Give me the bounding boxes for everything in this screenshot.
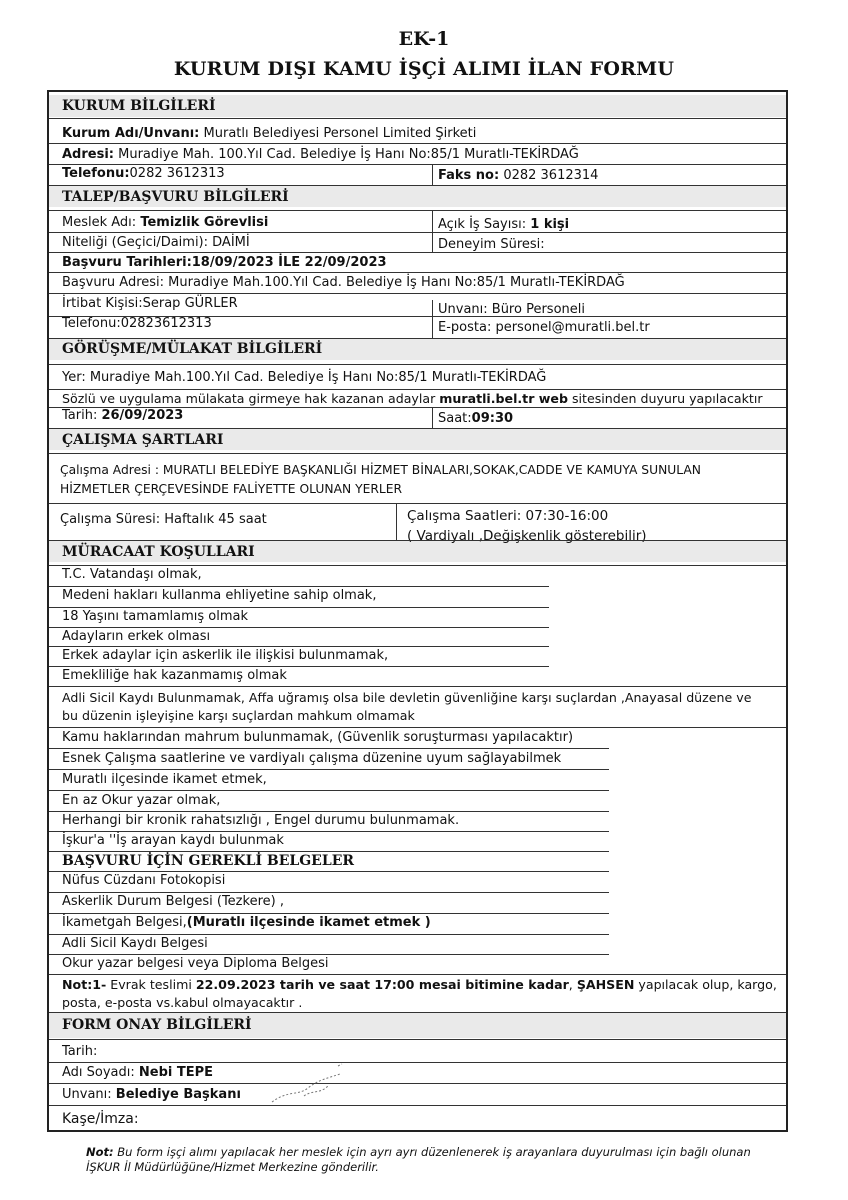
- deneyim-suresi: Deneyim Süresi:: [438, 237, 545, 252]
- footnote: [86, 1145, 776, 1175]
- divider: [49, 974, 786, 975]
- belge-not-line1: [62, 977, 777, 993]
- kurum-adres-label: Adresi:: [62, 147, 114, 162]
- gorusme-tarih-value: 26/09/2023: [101, 408, 184, 423]
- duyuru-text-a: Sözlü ve uygulama mülakata girmeye hak kazanan adaylar: [62, 391, 440, 406]
- not-text-c: ,: [568, 977, 577, 992]
- muracaat-item: Erkek adaylar için askerlik ile ilişkisi bulunmamak,: [62, 648, 389, 663]
- divider: [49, 293, 786, 294]
- not-sahsen: ŞAHSEN: [576, 977, 635, 992]
- meslek-label: Meslek Adı:: [62, 215, 141, 230]
- divider: [49, 666, 549, 667]
- divider: [49, 338, 786, 339]
- calisma-saatleri: Çalışma Saatleri: 07:30-16:00: [407, 508, 609, 524]
- calisma-saatleri-note: ( Vardiyalı ,Değişkenlik gösterebilir): [407, 528, 647, 544]
- belge-item: Nüfus Cüzdanı Fotokopisi: [62, 873, 226, 888]
- not-text-e: yapılacak olup, kargo,: [634, 977, 777, 992]
- onay-kase-imza: Kaşe/İmza:: [62, 1111, 139, 1127]
- meslek-value: Temizlik Görevlisi: [140, 215, 269, 230]
- divider: [432, 407, 433, 428]
- divider: [49, 540, 786, 541]
- signature-icon: [268, 1060, 358, 1110]
- footnote-text: Bu form işçi alımı yapılacak her meslek için ayrı ayrı düzenlenerek iş arayanlara duyurulması için bağlı olunan İŞKUR İl Müdürlüğüne/Hizmet Merkezine gönderilir.: [86, 1145, 751, 1174]
- calisma-suresi: Çalışma Süresi: Haftalık 45 saat: [60, 512, 267, 527]
- divider: [49, 1039, 786, 1040]
- not-deadline: 22.09.2023 tarih ve saat 17:00 mesai bitimine kadar: [195, 977, 569, 992]
- divider: [49, 851, 609, 852]
- calisma-adresi-line2: HİZMETLER ÇERÇEVESİNDE FALİYETTE OLUNAN YERLER: [60, 482, 403, 496]
- muracaat-item: Medeni hakları kullanma ehliyetine sahip olmak,: [62, 588, 377, 603]
- niteligi: Niteliği (Geçici/Daimi): DAİMİ: [62, 235, 250, 250]
- divider: [49, 272, 786, 273]
- divider: [49, 811, 609, 812]
- onay-adi-label: Adı Soyadı:: [62, 1065, 139, 1080]
- kurum-adres-row: [62, 147, 579, 163]
- divider: [49, 185, 786, 186]
- onay-adi-row: [62, 1065, 213, 1081]
- onay-tarih: Tarih:: [62, 1044, 98, 1059]
- divider: [49, 627, 549, 628]
- calisma-adresi-line1: Çalışma Adresi : MURATLI BELEDİYE BAŞKANLIĞI HİZMET BİNALARI,SOKAK,CADDE VE KAMUYA SUNULAN: [60, 463, 702, 477]
- divider: [49, 232, 786, 233]
- not-label: Not:1-: [62, 977, 107, 992]
- divider: [49, 210, 786, 211]
- gorusme-yer: Yer: Muradiye Mah.100.Yıl Cad. Belediye İş Hanı No:85/1 Muratlı-TEKİRDAĞ: [62, 370, 547, 385]
- divider: [49, 954, 609, 955]
- gorusme-saat-value: 09:30: [471, 411, 514, 426]
- muracaat-item: En az Okur yazar olmak,: [62, 793, 221, 808]
- meslek-row: [62, 215, 268, 231]
- divider: [49, 586, 549, 587]
- divider: [49, 503, 786, 504]
- ikametgah-note: (Muratlı ilçesinde ikamet etmek ): [186, 915, 431, 930]
- muracaat-item: Muratlı ilçesinde ikamet etmek,: [62, 772, 267, 787]
- onay-adi-value: Nebi TEPE: [138, 1065, 214, 1080]
- form-title: KURUM DIŞI KAMU İŞÇİ ALIMI İLAN FORMU: [173, 58, 675, 80]
- irtibat-eposta: E-posta: personel@muratli.bel.tr: [438, 320, 650, 335]
- acik-is-row: [438, 217, 569, 233]
- divider: [49, 790, 609, 791]
- onay-unvani-label: Unvanı:: [62, 1087, 116, 1102]
- kurum-adres-value: Muradiye Mah. 100.Yıl Cad. Belediye İş Hanı No:85/1 Muratlı-TEKİRDAĞ: [114, 147, 579, 162]
- belge-not-line2: posta, e-posta vs.kabul olmayacaktır .: [62, 995, 303, 1010]
- kurum-adi-row: [62, 126, 476, 142]
- muracaat-item: 18 Yaşını tamamlamış olmak: [62, 609, 248, 624]
- basvuru-tarih-value: 18/09/2023 İLE 22/09/2023: [191, 255, 387, 270]
- divider: [49, 143, 786, 144]
- section-title-onay: FORM ONAY BİLGİLERİ: [62, 1017, 252, 1033]
- divider: [432, 164, 433, 185]
- muracaat-item: Herhangi bir kronik rahatsızlığı , Engel durumu bulunmamak.: [62, 813, 460, 828]
- divider: [49, 1012, 786, 1013]
- divider: [49, 913, 609, 914]
- ikametgah-label: İkametgah Belgesi,: [62, 915, 187, 930]
- divider: [49, 686, 786, 687]
- divider: [49, 565, 786, 566]
- belge-item: Adli Sicil Kaydı Belgesi: [62, 936, 208, 951]
- muracaat-item: İşkur'a ''İş arayan kaydı bulunmak: [62, 833, 284, 848]
- acik-is-label: Açık İş Sayısı:: [438, 217, 531, 232]
- divider: [49, 607, 549, 608]
- divider: [432, 300, 433, 338]
- belge-item: Okur yazar belgesi veya Diploma Belgesi: [62, 956, 329, 971]
- irtibat-kisisi: İrtibat Kişisi:Serap GÜRLER: [62, 296, 238, 311]
- onay-unvani-row: [62, 1087, 241, 1103]
- divider: [49, 1083, 786, 1084]
- divider: [49, 428, 786, 429]
- belge-item: Askerlik Durum Belgesi (Tezkere) ,: [62, 894, 284, 909]
- kurum-faks-label: Faks no:: [438, 168, 500, 183]
- section-title-gorusme: GÖRÜŞME/MÜLAKAT BİLGİLERİ: [62, 341, 323, 357]
- section-title-talep: TALEP/BAŞVURU BİLGİLERİ: [62, 189, 289, 205]
- footnote-label: Not:: [86, 1145, 114, 1159]
- divider: [49, 389, 786, 390]
- belge-ikametgah: [62, 915, 431, 931]
- divider: [49, 364, 786, 365]
- divider: [49, 252, 786, 253]
- annex-label: EK-1: [398, 28, 450, 50]
- divider: [49, 453, 786, 454]
- muracaat-item: T.C. Vatandaşı olmak,: [62, 567, 202, 582]
- kurum-telefon-row: [62, 166, 225, 182]
- section-title-muracaat: MÜRACAAT KOŞULLARI: [62, 544, 255, 560]
- muracaat-item: bu düzenin işleyişine karşı suçlardan mahkum olmamak: [62, 708, 415, 723]
- kurum-faks-value: 0282 3612314: [499, 168, 599, 183]
- kurum-faks-row: [438, 168, 598, 184]
- basvuru-adresi: Başvuru Adresi: Muradiye Mah.100.Yıl Cad. Belediye İş Hanı No:85/1 Muratlı-TEKİRDAĞ: [62, 275, 625, 290]
- divider: [49, 831, 609, 832]
- duyuru-text-c: sitesinden duyuru yapılacaktır: [567, 391, 763, 406]
- divider: [49, 646, 549, 647]
- muracaat-item: Emekliliğe hak kazanmamış olmak: [62, 668, 287, 683]
- divider: [49, 727, 786, 728]
- muracaat-item: Esnek Çalışma saatlerine ve vardiyalı çalışma düzenine uyum sağlayabilmek: [62, 751, 562, 766]
- divider: [49, 1105, 786, 1106]
- gorusme-saat-row: [438, 411, 513, 427]
- onay-unvani-value: Belediye Başkanı: [115, 1087, 241, 1102]
- divider: [49, 1062, 786, 1063]
- basvuru-tarihleri-row: [62, 255, 387, 271]
- divider: [49, 892, 609, 893]
- irtibat-telefonu: Telefonu:02823612313: [62, 316, 212, 331]
- divider: [49, 769, 609, 770]
- gorusme-saat-label: Saat:: [438, 411, 472, 426]
- gorusme-tarih-row: [62, 408, 183, 424]
- kurum-adi-value: Muratlı Belediyesi Personel Limited Şirketi: [199, 126, 477, 141]
- divider: [432, 210, 433, 252]
- gorusme-tarih-label: Tarih:: [62, 408, 102, 423]
- basvuru-tarih-label: Başvuru Tarihleri:: [62, 255, 192, 270]
- acik-is-value: 1 kişi: [530, 217, 570, 232]
- duyuru-website: muratli.bel.tr web: [439, 391, 568, 406]
- divider: [49, 118, 786, 119]
- muracaat-item: Adayların erkek olması: [62, 629, 211, 644]
- not-text-a: Evrak teslimi: [106, 977, 196, 992]
- kurum-telefon-value: 0282 3612313: [129, 166, 225, 181]
- muracaat-item: Kamu haklarından mahrum bulunmamak, (Güvenlik soruşturması yapılacaktır): [62, 730, 574, 745]
- kurum-telefon-label: Telefonu:: [62, 166, 130, 181]
- divider: [49, 748, 609, 749]
- divider: [396, 503, 397, 540]
- gorusme-duyuru: [62, 391, 763, 407]
- muracaat-item: Adli Sicil Kaydı Bulunmamak, Affa uğramış olsa bile devletin güvenliğine karşı suçlardan ,Anayasal düzene ve: [62, 690, 752, 705]
- divider: [49, 164, 786, 165]
- divider: [49, 934, 609, 935]
- section-title-kurum: KURUM BİLGİLERİ: [62, 98, 216, 114]
- section-title-belgeler: BAŞVURU İÇİN GEREKLİ BELGELER: [62, 853, 354, 869]
- divider: [49, 871, 609, 872]
- section-title-calisma: ÇALIŞMA ŞARTLARI: [62, 432, 224, 448]
- irtibat-unvani: Unvanı: Büro Personeli: [438, 302, 585, 317]
- kurum-adi-label: Kurum Adı/Unvanı:: [62, 126, 200, 141]
